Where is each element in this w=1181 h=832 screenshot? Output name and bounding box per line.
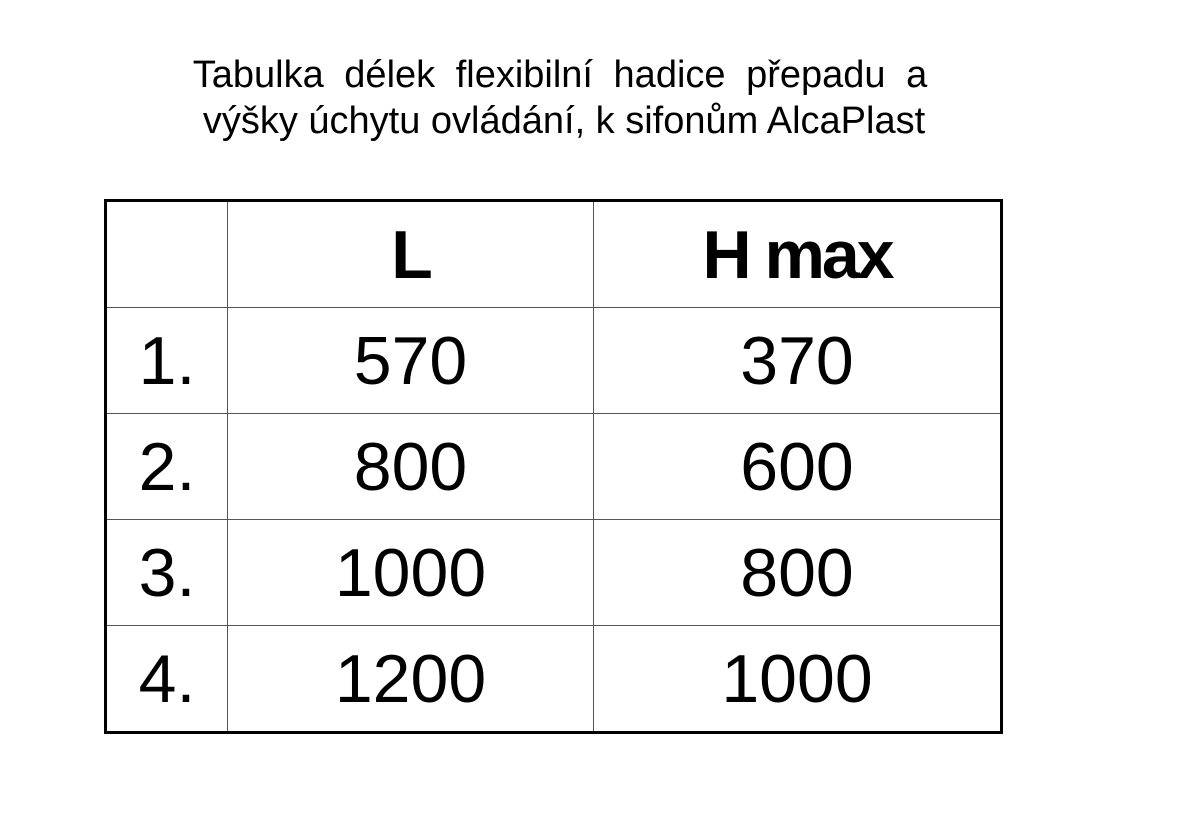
table-row (106, 520, 1002, 626)
cell-l: 1200 (228, 626, 594, 733)
document-title (60, 52, 1060, 144)
header-cell-l: L (228, 201, 594, 308)
row-index: 2. (106, 414, 228, 520)
header-cell-h-max: H max (594, 201, 1002, 308)
table-row (106, 308, 1002, 414)
cell-h-max: 600 (594, 414, 1002, 520)
cell-l: 570 (228, 308, 594, 414)
cell-l: 800 (228, 414, 594, 520)
table-header-row (106, 201, 1002, 308)
title-line-2: výšky úchytu ovládání, k sifonům AlcaPlast (202, 100, 926, 142)
row-index: 4. (106, 626, 228, 733)
hose-length-table (104, 199, 1003, 734)
row-index: 1. (106, 308, 228, 414)
table-row (106, 626, 1002, 733)
header-cell-empty (106, 201, 228, 308)
cell-l: 1000 (228, 520, 594, 626)
cell-h-max: 370 (594, 308, 1002, 414)
cell-h-max: 1000 (594, 626, 1002, 733)
row-index: 3. (106, 520, 228, 626)
title-line-1: Tabulka délek flexibilní hadice přepadu a (192, 54, 928, 96)
cell-h-max: 800 (594, 520, 1002, 626)
table-row (106, 414, 1002, 520)
